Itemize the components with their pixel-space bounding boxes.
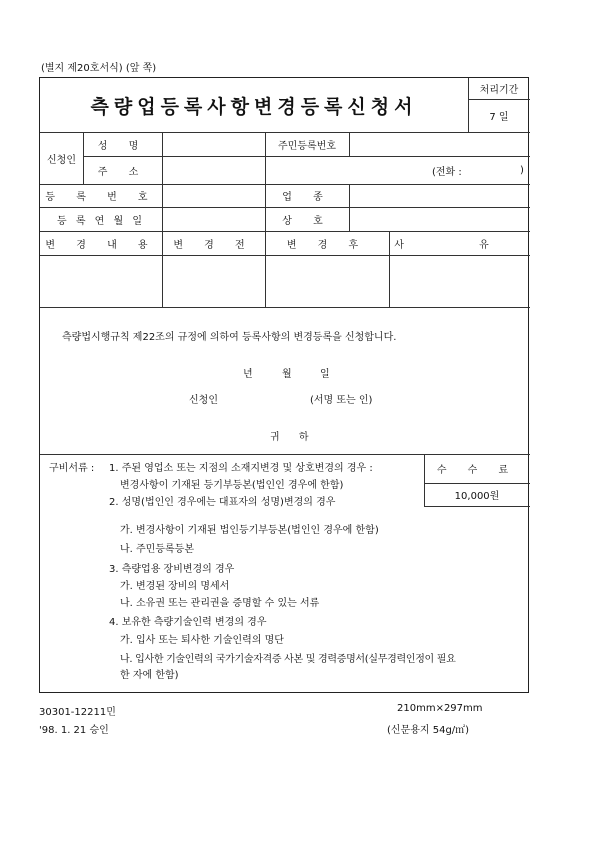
- fee-amount: 10,000원: [454, 491, 500, 502]
- change-content-field[interactable]: [40, 255, 162, 307]
- address-field[interactable]: [162, 156, 422, 184]
- documents-label: 구비서류 :: [49, 463, 95, 474]
- processing-period-value: 7 일: [489, 112, 509, 123]
- document-line: 변경사항이 기재된 등기부등본(법인인 경우에 한함): [120, 480, 344, 491]
- document-line: 가. 입사 또는 퇴사한 기술인력의 명단: [120, 635, 284, 646]
- trade-name-field[interactable]: [349, 207, 530, 231]
- name-label: 성 명: [97, 140, 148, 152]
- resident-number-field[interactable]: [349, 132, 530, 156]
- day-label: 일: [320, 369, 330, 380]
- reason-header: 사 유: [394, 239, 525, 251]
- trade-name-label: 상 호: [282, 215, 332, 227]
- business-type-label: 업 종: [282, 192, 332, 203]
- document-line: 2. 성명(법인인 경우에는 대표자의 성명)변경의 경우: [109, 497, 336, 508]
- before-change-field[interactable]: [162, 255, 265, 307]
- document-line: 가. 변경된 장비의 명세서: [120, 581, 230, 592]
- registration-date-field[interactable]: [162, 207, 265, 231]
- business-type-field[interactable]: [349, 184, 530, 207]
- registration-number-field[interactable]: [162, 184, 265, 207]
- processing-period-label: 처리기간: [479, 85, 519, 96]
- registration-number-label: 등 록 번 호: [45, 192, 157, 203]
- document-line: 한 자에 한함): [120, 670, 179, 681]
- applicant-label: 신청인: [47, 154, 76, 166]
- after-change-header: 변 경 후: [286, 239, 368, 251]
- document-line: 나. 입사한 기술인력의 국가기술자격증 사본 및 경력증명서(실무경력인정이 필요: [120, 654, 456, 665]
- signature-note: (서명 또는 인): [310, 395, 373, 406]
- document-line: 가. 변경사항이 기재된 법인등기부등본(법인인 경우에 한함): [120, 525, 379, 536]
- phone-close: ): [520, 164, 524, 176]
- phone-label: (전화 :: [432, 166, 462, 178]
- before-change-header: 변 경 전: [173, 239, 254, 251]
- after-change-field[interactable]: [265, 255, 389, 307]
- address-label: 주 소: [97, 166, 148, 178]
- paper-size: 210mm×297mm: [397, 703, 483, 714]
- paper-type: (신문용지 54g/㎡): [387, 725, 470, 736]
- year-label: 년: [243, 369, 253, 380]
- recipient-label: 귀 하: [270, 432, 317, 443]
- form-code: 30301-12211민: [39, 707, 116, 718]
- form-number-note: (별지 제20호서식) (앞 쪽): [41, 63, 157, 74]
- form-title: 측량업등록사항변경등록신청서: [90, 95, 418, 118]
- name-field[interactable]: [162, 132, 265, 156]
- document-line: 나. 주민등록등본: [120, 544, 194, 555]
- document-line: 3. 측량업용 장비변경의 경우: [109, 564, 235, 575]
- month-label: 월: [282, 369, 292, 380]
- document-line: 1. 주된 영업소 또는 지점의 소재지변경 및 상호변경의 경우 :: [109, 463, 373, 474]
- document-line: 4. 보유한 측량기술인력 변경의 경우: [109, 617, 267, 628]
- application-form: [39, 77, 529, 693]
- document-line: 나. 소유권 또는 관리권을 증명할 수 있는 서류: [120, 598, 320, 609]
- resident-number-label: 주민등록번호: [278, 140, 336, 152]
- signature-label: 신청인: [189, 395, 218, 406]
- application-statement: 측량법시행규칙 제22조의 규정에 의하여 등록사항의 변경등록을 신청합니다.: [62, 332, 397, 343]
- registration-date-label: 등 록 연 월 일: [56, 215, 145, 227]
- approval-date: '98. 1. 21 승인: [39, 725, 109, 736]
- fee-label: 수 수 료: [436, 465, 518, 476]
- change-content-header: 변 경 내 용: [45, 239, 157, 251]
- reason-field[interactable]: [389, 255, 530, 307]
